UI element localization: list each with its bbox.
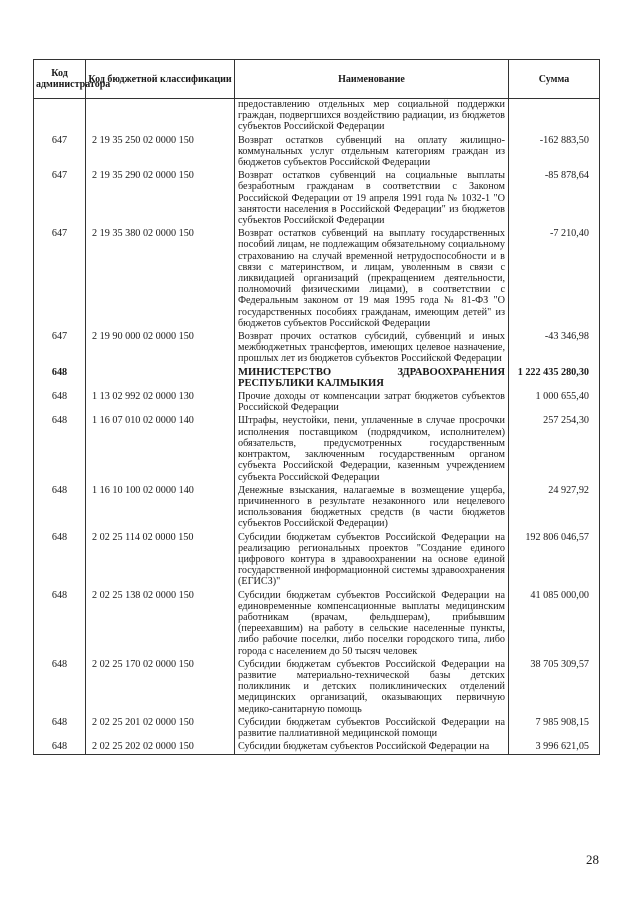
name-cell: Субсидии бюджетам субъектов Российской Федерации на реализацию региональных проектов "Создание единого цифрового контура в здравоохранении на основе единой государственной информационной системы здравоохранения (ЕГИСЗ)" [235, 532, 509, 590]
table-row [34, 391, 600, 415]
admin-code-cell: 648 [34, 590, 86, 659]
ministry-name-cell: МИНИСТЕРСТВО ЗДРАВООХРАНЕНИЯ РЕСПУБЛИКИ КАЛМЫКИЯ [235, 367, 509, 391]
table-row [34, 331, 600, 367]
admin-code-cell: 647 [34, 135, 86, 171]
name-cell: Возврат остатков субвенций на оплату жилищно-коммунальных услуг отдельным категориям граждан из бюджетов субъектов Российской Федерации [235, 135, 509, 171]
table-row-ministry [34, 367, 600, 391]
budget-code-cell: 2 19 90 000 02 0000 150 [86, 331, 235, 367]
name-cell: Прочие доходы от компенсации затрат бюджетов субъектов Российской Федерации [235, 391, 509, 415]
name-cell: Возврат остатков субвенций на выплату государственных пособий лицам, не подлежащим обязательному социальному страхованию на случай временной нетрудоспособности и в связи с материнством, и лицам, уволенным в связи с ликвидацией организаций (прекращением деятельности, полномочий физическими лицами), в соответствии с Федеральным законом от 19 мая 1995 года № 81-ФЗ "О государственных пособиях гражданам, имеющим детей" из бюджетов субъектов Российской Федерации [235, 228, 509, 331]
admin-code-cell: 647 [34, 228, 86, 331]
header-name: Наименование [235, 60, 509, 99]
name-cell: Возврат прочих остатков субсидий, субвенций и иных межбюджетных трансфертов, имеющих целевое назначение, прошлых лет из бюджетов субъектов Российской Федерации [235, 331, 509, 367]
name-cell: Субсидии бюджетам субъектов Российской Федерации на развитие паллиативной медицинской помощи [235, 717, 509, 741]
page-number: 28 [586, 852, 599, 867]
name-cell: Субсидии бюджетам субъектов Российской Федерации на единовременные компенсационные выплаты медицинским работникам (врачам, фельдшерам), прибывшим (переехавшим) на работу в сельские населенные пункты, либо рабочие поселки, либо поселки городского типа, либо города с населением до 50 тысяч человек [235, 590, 509, 659]
budget-code-cell: 1 16 07 010 02 0000 140 [86, 415, 235, 484]
header-admin-code: Код администратора [34, 60, 86, 99]
table-row [34, 170, 600, 228]
admin-code-cell: 648 [34, 391, 86, 415]
name-cell: Субсидии бюджетам субъектов Российской Федерации на развитие материально-технической базы детских поликлиник и детских поликлинических отделений медицинских организаций, оказывающих первичную медико-санитарную помощь [235, 659, 509, 717]
sum-cell: 192 806 046,57 [509, 532, 600, 590]
sum-cell: -85 878,64 [509, 170, 600, 228]
table-row [34, 659, 600, 717]
budget-code-cell: 2 02 25 170 02 0000 150 [86, 659, 235, 717]
table-row [34, 415, 600, 484]
budget-code-cell: 2 19 35 250 02 0000 150 [86, 135, 235, 171]
table-row [34, 485, 600, 532]
sum-cell: 3 996 621,05 [509, 741, 600, 755]
name-cell: Денежные взыскания, налагаемые в возмещение ущерба, причиненного в результате незаконного или нецелевого использования бюджетных средств (в части бюджетов субъектов Российской Федерации) [235, 485, 509, 532]
sum-cell [509, 99, 600, 135]
admin-code-cell: 648 [34, 532, 86, 590]
budget-code-cell: 2 02 25 138 02 0000 150 [86, 590, 235, 659]
name-cell: предоставлению отдельных мер социальной поддержки граждан, подвергшихся воздействию радиации, из бюджетов субъектов Российской Федерации [235, 99, 509, 135]
admin-code-cell: 648 [34, 485, 86, 532]
table-row [34, 741, 600, 755]
sum-cell: 24 927,92 [509, 485, 600, 532]
header-sum: Сумма [509, 60, 600, 99]
table-row [34, 135, 600, 171]
table-row [34, 532, 600, 590]
budget-code-cell: 2 02 25 114 02 0000 150 [86, 532, 235, 590]
admin-code-cell: 648 [34, 415, 86, 484]
table-row [34, 717, 600, 741]
name-cell: Штрафы, неустойки, пени, уплаченные в случае просрочки исполнения поставщиком (подрядчиком, исполнителем) обязательств, предусмотренных государственным контрактом, заключенным государственным органом субъекта Российской Федерации, казенным учреждением субъекта Российской Федерации [235, 415, 509, 484]
sum-cell: 38 705 309,57 [509, 659, 600, 717]
sum-cell: -162 883,50 [509, 135, 600, 171]
budget-code-cell: 2 19 35 380 02 0000 150 [86, 228, 235, 331]
admin-code-cell [34, 99, 86, 135]
admin-code-cell: 647 [34, 170, 86, 228]
table-row [34, 590, 600, 659]
table-row [34, 99, 600, 135]
sum-cell: 1 000 655,40 [509, 391, 600, 415]
budget-code-cell: 2 19 35 290 02 0000 150 [86, 170, 235, 228]
header-budget-code: Код бюджетной классификации [86, 60, 235, 99]
name-cell: Субсидии бюджетам субъектов Российской Федерации на [235, 741, 509, 755]
admin-code-cell: 648 [34, 717, 86, 741]
sum-cell: 41 085 000,00 [509, 590, 600, 659]
budget-code-cell: 1 13 02 992 02 0000 130 [86, 391, 235, 415]
admin-code-cell: 647 [34, 331, 86, 367]
budget-code-cell [86, 367, 235, 391]
sum-cell: 257 254,30 [509, 415, 600, 484]
admin-code-cell: 648 [34, 741, 86, 755]
name-cell: Возврат остатков субвенций на социальные выплаты безработным гражданам в соответствии с Законом Российской Федерации от 19 апреля 1991 года № 1032-1 "О занятости населения в Российской Федерации" из бюджетов субъектов Российской Федерации [235, 170, 509, 228]
budget-code-cell: 1 16 10 100 02 0000 140 [86, 485, 235, 532]
admin-code-cell: 648 [34, 659, 86, 717]
budget-revenue-table [33, 59, 600, 755]
table-row [34, 228, 600, 331]
sum-cell: 7 985 908,15 [509, 717, 600, 741]
admin-code-cell: 648 [34, 367, 86, 391]
budget-code-cell [86, 99, 235, 135]
sum-cell: -43 346,98 [509, 331, 600, 367]
sum-cell: -7 210,40 [509, 228, 600, 331]
ministry-total-cell: 1 222 435 280,30 [509, 367, 600, 391]
budget-code-cell: 2 02 25 201 02 0000 150 [86, 717, 235, 741]
table-header-row [34, 60, 600, 99]
budget-code-cell: 2 02 25 202 02 0000 150 [86, 741, 235, 755]
